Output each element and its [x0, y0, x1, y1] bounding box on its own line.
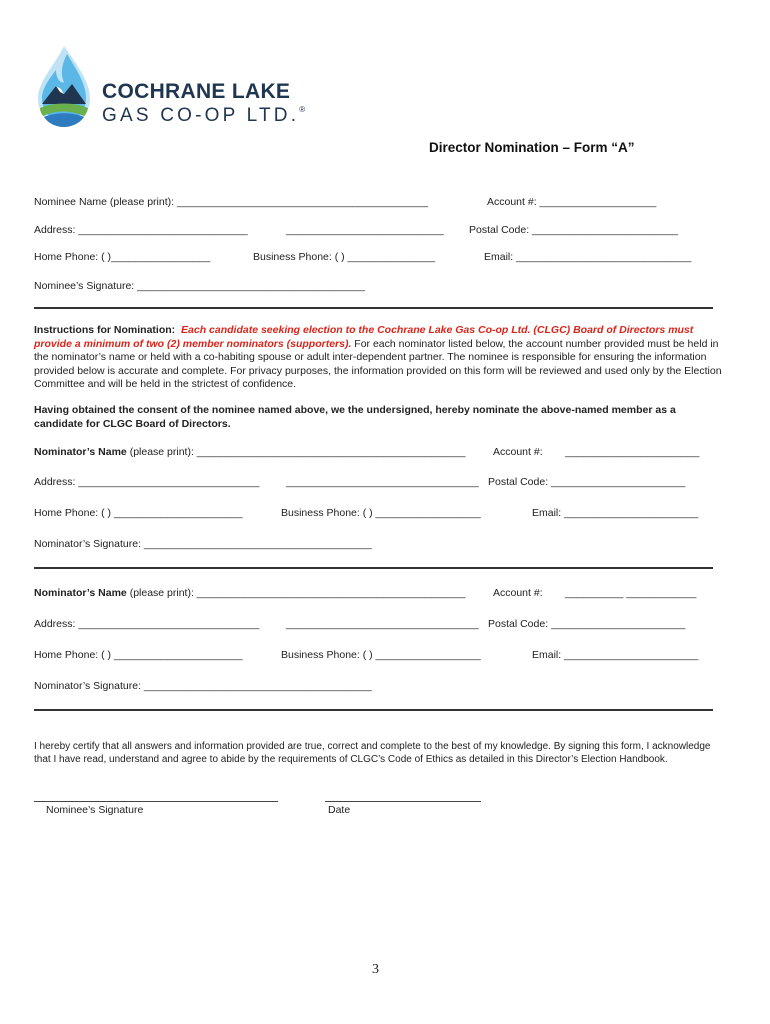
instructions-label: Instructions for Nomination: — [34, 324, 176, 336]
nominee-business-phone-field[interactable]: Business Phone: ( ) _______________ — [253, 251, 436, 263]
nominator2-name-label: Nominator’s Name — [34, 587, 127, 599]
nominee-signature-caption: Nominee’s Signature — [46, 804, 144, 816]
nominator2-name-line: (please print): ______________________________________________ — [126, 587, 466, 599]
nominee-name-field[interactable]: Nominee Name (please print): ___________________________________________ — [34, 196, 429, 208]
instructions-paragraph — [34, 324, 724, 392]
nominator1-address-line2[interactable]: _________________________________ — [286, 476, 479, 488]
nominator2-address-line2[interactable]: _________________________________ — [286, 618, 479, 630]
nominator2-postal-field[interactable]: Postal Code: _______________________ — [488, 618, 686, 630]
nominator1-name-field[interactable] — [34, 446, 465, 458]
nominee-signature-line[interactable] — [34, 801, 278, 802]
nominator2-business-phone-field[interactable]: Business Phone: ( ) __________________ — [281, 649, 481, 661]
nominee-address-field[interactable]: Address: _____________________________ — [34, 224, 248, 236]
org-name-line2 — [102, 105, 305, 127]
nominee-account-field[interactable]: Account #: ____________________ — [487, 196, 657, 208]
certification-statement: I hereby certify that all answers and information provided are true, correct and complete to the best of my knowledge. By signing this form, I acknowledge that I have read, understand and agree to abide by the requirements of CLGC’s Code of Ethics as detailed in this Director’s Election Handbook. — [34, 741, 711, 765]
nominee-signature-field[interactable]: Nominee’s Signature: _______________________________________ — [34, 280, 365, 292]
nominator1-home-phone-field[interactable]: Home Phone: ( ) ______________________ — [34, 507, 243, 519]
nominee-email-field[interactable]: Email: ______________________________ — [484, 251, 692, 263]
date-line[interactable] — [325, 801, 481, 802]
flame-drop-icon — [34, 44, 94, 130]
nominator1-account-label: Account #: — [493, 446, 543, 458]
instructions-emphasis: Each candidate seeking election to the Cochrane Lake Gas Co-op Ltd. (CLGC) Board of Directors must provide a minimum of two (2) member nominators (supporters). — [34, 324, 694, 350]
page-number: 3 — [372, 962, 379, 977]
date-caption: Date — [328, 804, 351, 816]
consent-statement: Having obtained the consent of the nominee named above, we the undersigned, hereby nominate the above-named member as a candidate for CLGC Board of Directors. — [34, 404, 676, 430]
section-divider — [34, 709, 713, 711]
nominator1-email-field[interactable]: Email: _______________________ — [532, 507, 699, 519]
nominator2-account-field[interactable]: __________ ____________ — [565, 587, 697, 599]
nominee-address-line2[interactable]: ___________________________ — [286, 224, 444, 236]
nominee-postal-field[interactable]: Postal Code: _________________________ — [469, 224, 679, 236]
nominator1-name-label: Nominator’s Name — [34, 446, 127, 458]
nominee-home-phone-field[interactable]: Home Phone: ( )_________________ — [34, 251, 211, 263]
nominator1-account-field[interactable]: _______________________ — [565, 446, 700, 458]
form-title: Director Nomination – Form “A” — [429, 140, 635, 155]
registered-mark: ® — [299, 105, 306, 114]
nominator1-name-line: (please print): ______________________________________________ — [126, 446, 466, 458]
nominator1-postal-field[interactable]: Postal Code: _______________________ — [488, 476, 686, 488]
nominator2-account-label: Account #: — [493, 587, 543, 599]
nominator2-email-field[interactable]: Email: _______________________ — [532, 649, 699, 661]
section-divider — [34, 567, 713, 569]
nominator1-address-field[interactable]: Address: _______________________________ — [34, 476, 260, 488]
org-logo — [34, 44, 94, 130]
org-name-line1: COCHRANE LAKE — [102, 80, 291, 103]
org-name-line2-text: GAS CO-OP LTD. — [102, 105, 300, 126]
nominator1-business-phone-field[interactable]: Business Phone: ( ) __________________ — [281, 507, 481, 519]
nominator2-signature-field[interactable]: Nominator’s Signature: _______________________________________ — [34, 680, 372, 692]
nominator1-signature-field[interactable]: Nominator’s Signature: _______________________________________ — [34, 538, 372, 550]
nominator2-name-field[interactable] — [34, 587, 465, 599]
nominator2-home-phone-field[interactable]: Home Phone: ( ) ______________________ — [34, 649, 243, 661]
section-divider — [34, 307, 713, 309]
nominator2-address-field[interactable]: Address: _______________________________ — [34, 618, 260, 630]
instructions-body: For each nominator listed below, the account number provided must be held in the nominator’s name or held with a co-habiting spouse or adult inter-dependent partner. The nominee is responsible for ensuring the information provided below is accurate and complete. For privacy purposes, the information provided on this form will be reviewed and used only by the Election Committee and will be held in the strictest of confidence. — [34, 337, 722, 390]
